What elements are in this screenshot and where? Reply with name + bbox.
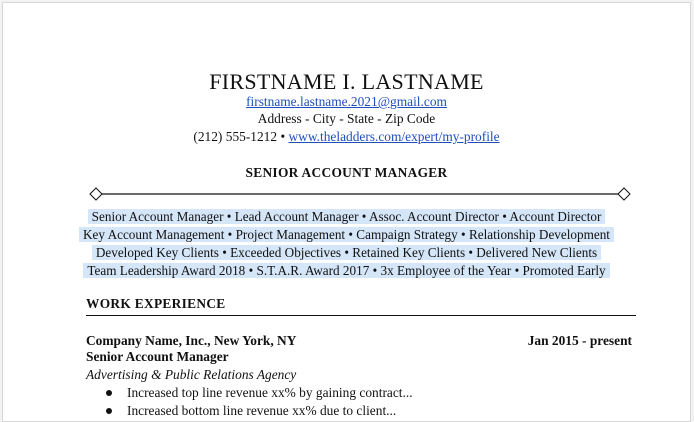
list-item xyxy=(103,384,413,402)
keyword-text: Team Leadership Award 2018 • S.T.A.R. Award 2017 • 3x Employee of the Year • Promoted Early xyxy=(83,263,609,278)
bullet-icon xyxy=(106,408,112,414)
contact-separator: • xyxy=(280,129,286,144)
keyword-row xyxy=(3,208,690,226)
right-diamond-ornament xyxy=(618,188,630,200)
contact-line xyxy=(3,128,690,146)
resume-page xyxy=(2,2,691,422)
email-line xyxy=(3,93,690,111)
keyword-row xyxy=(3,262,690,280)
job-title: Senior Account Manager xyxy=(86,349,229,364)
keyword-text: Developed Key Clients • Exceeded Objectives • Retained Key Clients • Delivered New Clients xyxy=(92,245,601,260)
left-diamond-ornament xyxy=(90,188,102,200)
achievement-text: Increased bottom line revenue xx% due to client... xyxy=(127,403,397,418)
email-link[interactable]: firstname.lastname.2021@gmail.com xyxy=(246,94,447,109)
keyword-summary xyxy=(3,208,690,280)
keyword-text: Senior Account Manager • Lead Account Manager • Assoc. Account Director • Account Director xyxy=(88,209,606,224)
headline-divider xyxy=(89,184,631,204)
website-link[interactable]: www.theladders.com/expert/my-profile xyxy=(288,129,500,144)
bullet-icon xyxy=(106,390,112,396)
keyword-row xyxy=(3,244,690,262)
phone-number: (212) 555-1212 xyxy=(193,129,278,144)
keyword-text: Key Account Management • Project Management • Campaign Strategy • Relationship Development xyxy=(79,227,614,242)
work-experience-heading: WORK EXPERIENCE xyxy=(86,296,226,311)
achievement-text: Increased top line revenue xx% by gaining contract... xyxy=(127,385,413,400)
resume-headline: SENIOR ACCOUNT MANAGER xyxy=(245,165,448,180)
candidate-name: FIRSTNAME I. LASTNAME xyxy=(209,69,484,94)
keyword-row xyxy=(3,226,690,244)
achievement-list xyxy=(103,384,413,420)
section-divider xyxy=(86,315,636,316)
department: Advertising & Public Relations Agency xyxy=(86,367,297,382)
list-item xyxy=(103,402,413,420)
address-line: Address - City - State - Zip Code xyxy=(257,111,436,126)
employment-dates: Jan 2015 - present xyxy=(527,333,632,348)
company-name: Company Name, Inc., New York, NY xyxy=(86,333,297,348)
